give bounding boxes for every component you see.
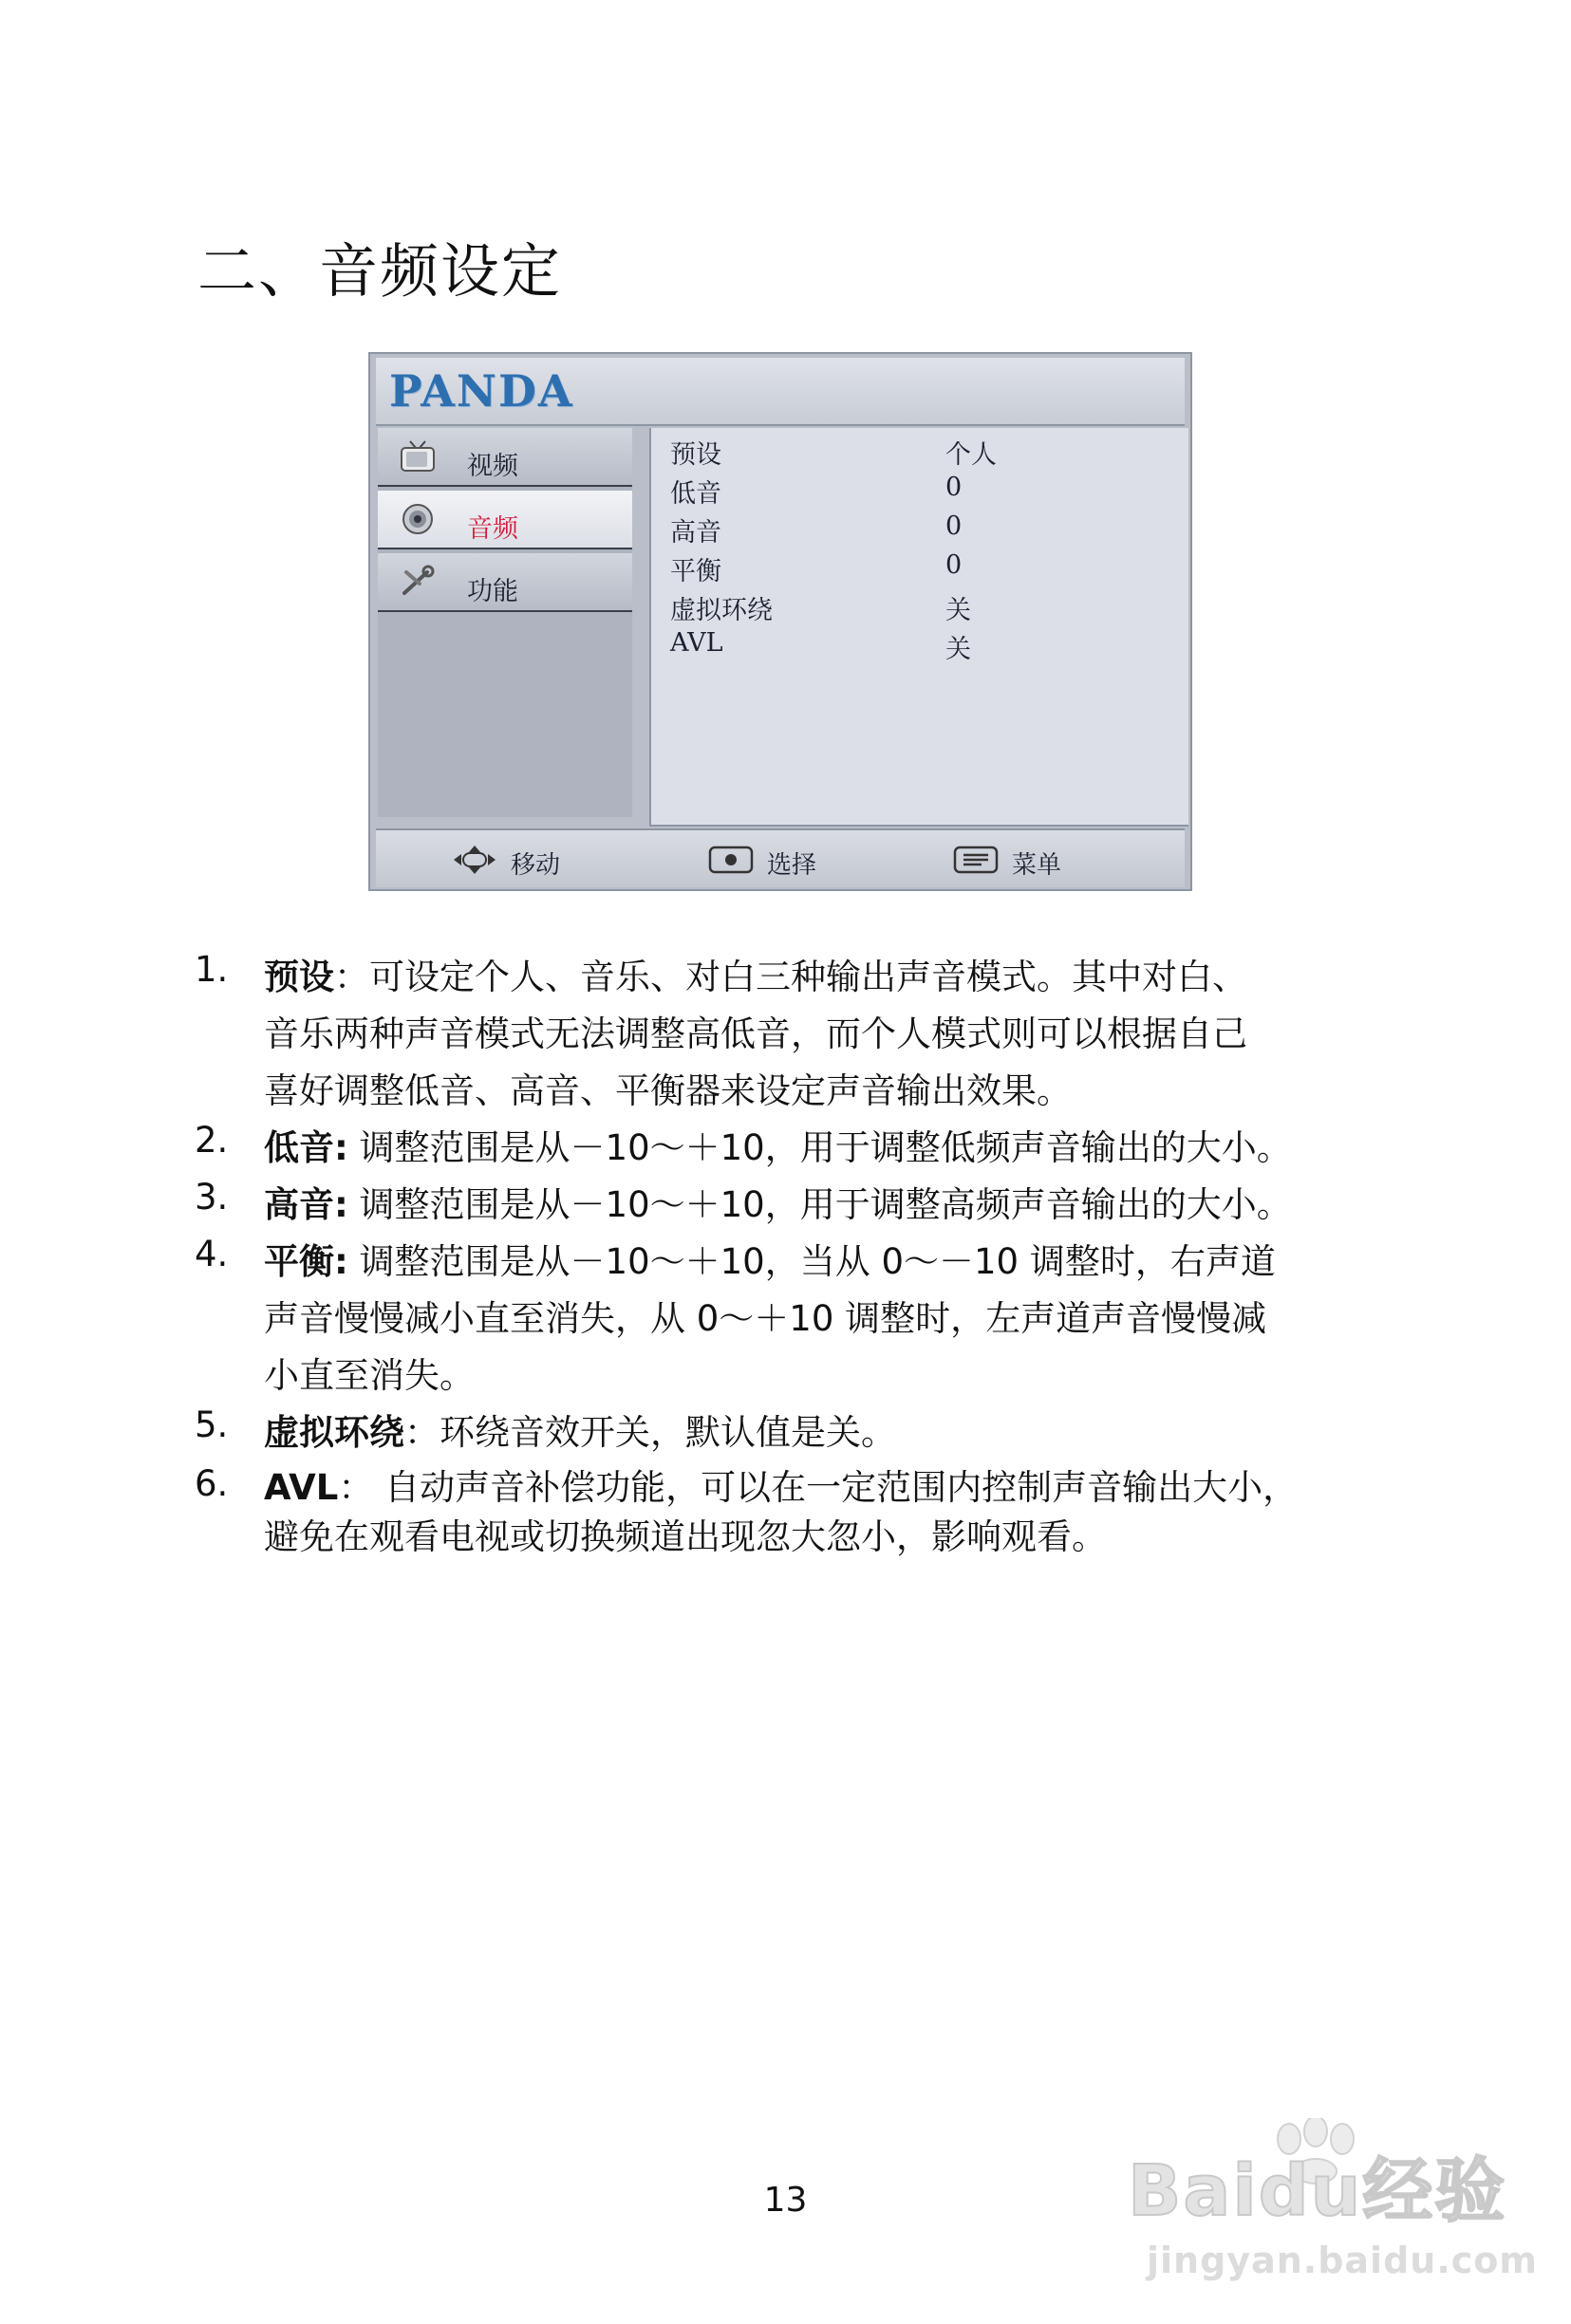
hint-move xyxy=(450,844,602,880)
menu-lines-icon xyxy=(951,844,1001,876)
speaker-icon xyxy=(399,502,437,536)
item-line: 喜好调整低音、高音、平衡器来设定声音输出效果。 xyxy=(264,1070,1072,1111)
item-line: 避免在观看电视或切换频道出现忽大忽小，影响观看。 xyxy=(264,1516,1107,1557)
osd-menu-sidebar xyxy=(378,428,632,817)
item-number: 2. xyxy=(195,1120,229,1161)
item-number: 1. xyxy=(195,949,229,990)
option-name: 低音 xyxy=(670,479,721,509)
hint-label: 移动 xyxy=(511,851,561,880)
item-separator: ： xyxy=(334,957,369,997)
section-title: 二、音频设定 xyxy=(197,236,563,306)
osd-options-panel xyxy=(649,428,1188,827)
item-separator: : xyxy=(334,1184,348,1225)
move-arrows-icon xyxy=(450,844,499,876)
menu-item-video[interactable] xyxy=(378,428,632,487)
item-term: 虚拟环绕 xyxy=(264,1412,404,1453)
item-term: AVL xyxy=(264,1467,339,1508)
hint-label: 选择 xyxy=(767,851,817,880)
item-line: 可设定个人、音乐、对白三种输出声音模式。其中对白、 xyxy=(369,957,1247,997)
item-separator: : xyxy=(334,1127,348,1168)
hint-select xyxy=(706,844,858,880)
item-separator: : xyxy=(334,1241,348,1282)
option-row-treble[interactable] xyxy=(670,511,1164,549)
option-row-balance[interactable] xyxy=(670,550,1164,588)
option-value: 0 xyxy=(945,473,963,502)
page-number: 13 xyxy=(763,2181,808,2220)
option-name: 高音 xyxy=(670,518,721,548)
item-line: 小直至消失。 xyxy=(264,1355,475,1396)
tools-icon xyxy=(399,565,437,599)
option-row-virtual-surround[interactable] xyxy=(670,589,1164,627)
baidu-jingyan-watermark xyxy=(1128,2118,1538,2298)
item-number: 4. xyxy=(195,1234,229,1274)
hint-label: 菜单 xyxy=(1012,851,1062,880)
item-term: 高音 xyxy=(264,1184,334,1225)
tv-osd-screenshot xyxy=(368,352,1192,891)
item-line: 声音慢慢减小直至消失，从 0～＋10 调整时，左声道声音慢慢减 xyxy=(264,1298,1267,1339)
item-term: 平衡 xyxy=(264,1241,334,1282)
option-value: 0 xyxy=(945,550,963,580)
option-name: 预设 xyxy=(670,440,721,470)
panda-logo: PANDA xyxy=(389,365,574,417)
item-line: 音乐两种声音模式无法调整高低音，而个人模式则可以根据自己 xyxy=(264,1013,1247,1054)
option-value: 关 xyxy=(945,596,971,625)
menu-label-video: 视频 xyxy=(467,452,518,481)
item-line: 调整范围是从－10～＋10，用于调整低频声音输出的大小。 xyxy=(347,1127,1292,1168)
option-row-avl[interactable] xyxy=(670,628,1164,666)
item-line: 调整范围是从－10～＋10，当从 0～－10 调整时，右声道 xyxy=(347,1241,1276,1282)
item-number: 5. xyxy=(195,1404,229,1445)
item-line: 自动声音补偿功能，可以在一定范围内控制声音输出大小， xyxy=(373,1467,1299,1508)
option-row-preset[interactable] xyxy=(670,434,1164,472)
option-value: 关 xyxy=(945,635,971,664)
item-number: 3. xyxy=(195,1177,229,1218)
menu-label-function: 功能 xyxy=(467,577,518,606)
watermark-url: jingyan.baidu.com xyxy=(1147,2240,1538,2281)
watermark-logo: Baidu经验 xyxy=(1128,2150,1507,2232)
menu-item-audio[interactable] xyxy=(378,491,632,549)
hint-menu xyxy=(951,844,1103,880)
menu-item-function[interactable] xyxy=(378,553,632,612)
option-value: 0 xyxy=(945,511,963,541)
item-line: 环绕音效开关，默认值是关。 xyxy=(440,1412,896,1453)
option-name: AVL xyxy=(670,628,723,658)
option-name: 平衡 xyxy=(670,557,721,586)
menu-label-audio: 音频 xyxy=(467,514,518,544)
osd-footer-hints xyxy=(376,828,1185,887)
item-term: 预设 xyxy=(264,957,334,997)
tv-icon xyxy=(399,439,437,474)
option-value: 个人 xyxy=(945,440,997,470)
item-line: 调整范围是从－10～＋10，用于调整高频声音输出的大小。 xyxy=(347,1184,1292,1225)
option-row-bass[interactable] xyxy=(670,473,1164,511)
item-number: 6. xyxy=(195,1463,229,1504)
select-button-icon xyxy=(706,844,756,876)
option-name: 虚拟环绕 xyxy=(670,596,773,625)
item-term: 低音 xyxy=(264,1127,334,1168)
osd-header xyxy=(376,358,1185,426)
item-separator: ： xyxy=(338,1467,374,1508)
item-separator: ： xyxy=(404,1412,440,1453)
